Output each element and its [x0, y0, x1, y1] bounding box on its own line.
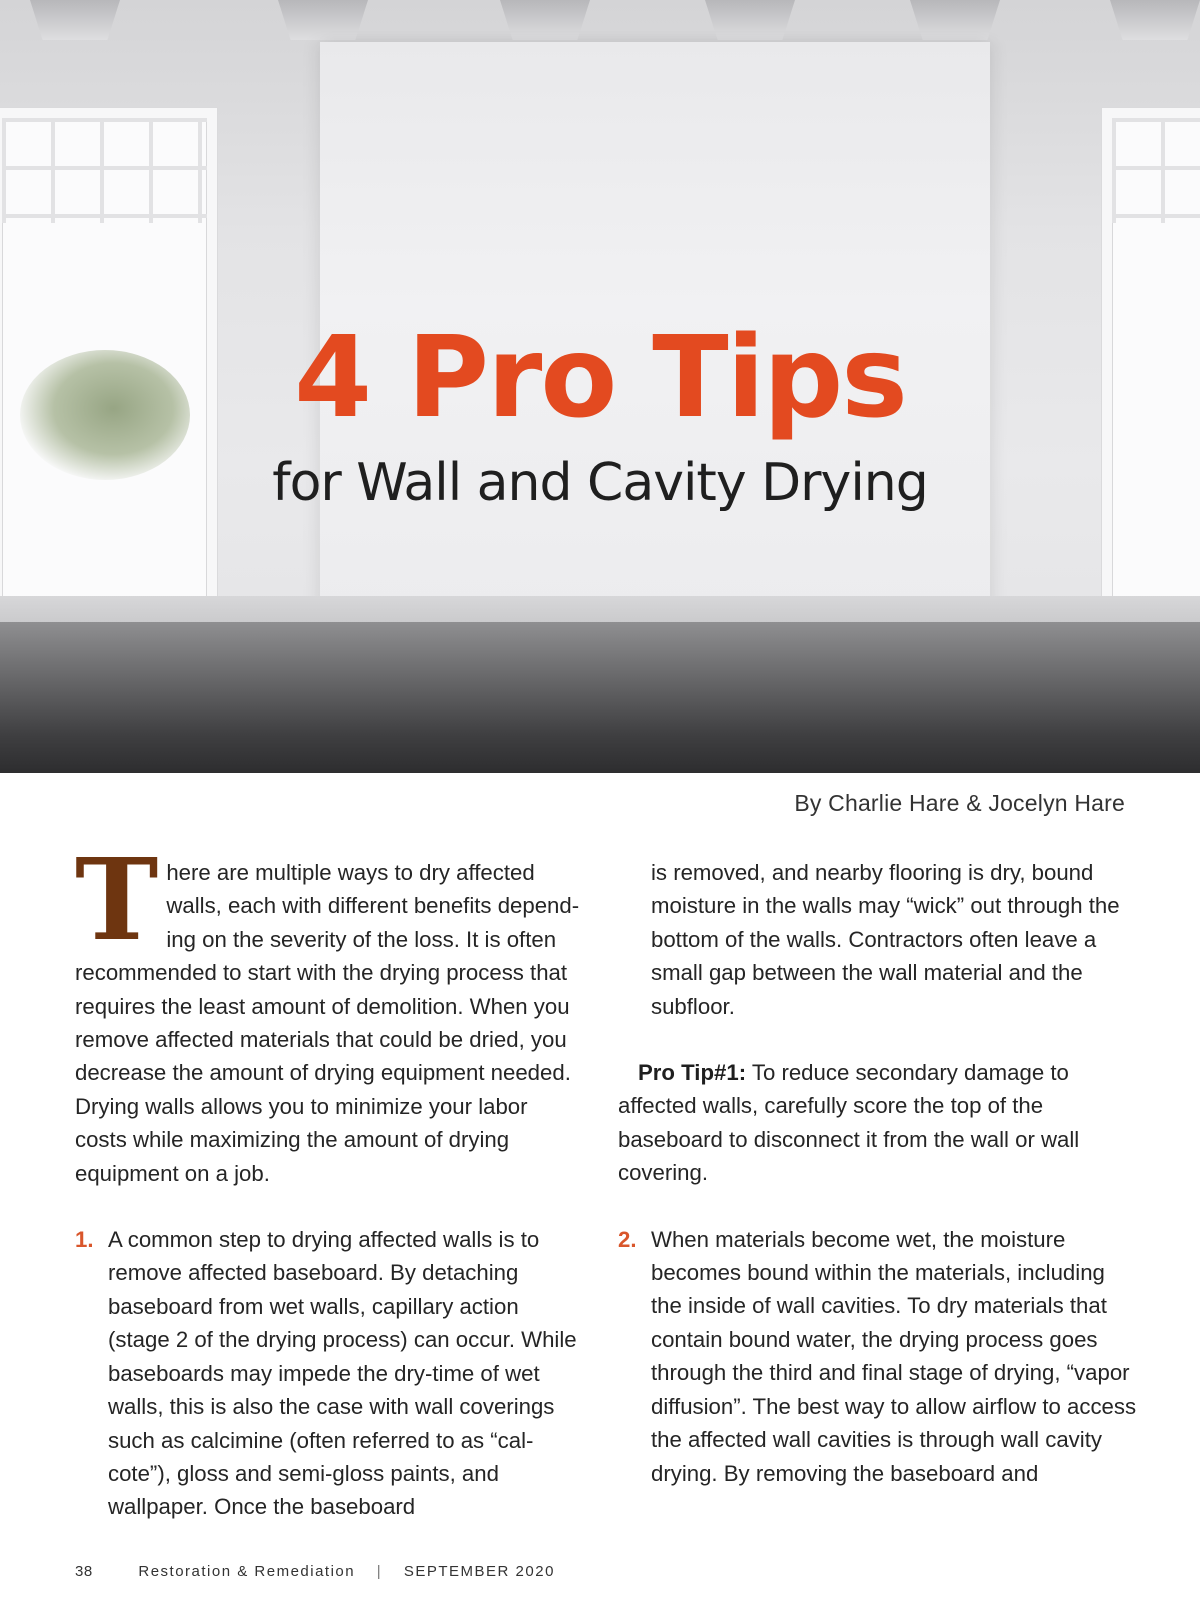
hero-banner — [0, 0, 1200, 773]
page-number: 38 — [75, 1563, 93, 1580]
pro-tip-1 — [618, 1056, 1138, 1190]
tip-number: 1. — [75, 1227, 94, 1253]
ceiling-beam — [30, 0, 120, 40]
tip-1-continuation: is removed, and nearby flooring is dry, bound moisture in the walls may “wick” out through the bottom of the walls. Contractors often leave a small gap between the wall material and the subfloor. — [651, 860, 1120, 1019]
intro-text: here are multiple ways to dry affected walls, each with different benefits depend-ing on the severity of the loss. It is often recommended to start with the drying process that requires the least amount of demolition. When you remove affected materials that could be dried, you decrease the amount of drying equipment needed. Drying walls allows you to minimize your labor costs while maximizing the amount of drying equipment on a job. — [75, 860, 580, 1186]
ceiling-beam — [500, 0, 590, 40]
tip-text: When materials become wet, the moisture becomes bound within the materials, including the inside of wall cavities. To dry materials that contain bound water, the drying process goes through the third and final stage of drying, “vapor diffusion”. The best way to allow airflow to access the affected wall cavities is through wall cavity drying. By removing the baseboard and — [651, 1226, 1137, 1486]
pro-tip-text: To reduce secondary damage to affected walls, carefully score the top of the baseboard to disconnect it from the wall or wall covering. — [618, 1060, 1080, 1186]
tip-number: 2. — [618, 1226, 637, 1252]
tip-item-2 — [618, 1223, 1138, 1490]
footer-separator: | — [376, 1563, 383, 1580]
page-subtitle: for Wall and Cavity Drying — [272, 453, 928, 513]
drop-cap: T — [75, 835, 159, 966]
ceiling-beam — [705, 0, 795, 40]
page-title: 4 Pro Tips — [294, 313, 906, 443]
publication-name: Restoration & Remediation — [138, 1563, 356, 1580]
ceiling-beam — [278, 0, 368, 40]
ceiling-beam — [910, 0, 1000, 40]
tip-item-1 — [75, 1223, 581, 1524]
tip-text: A common step to drying affected walls is to remove affected baseboard. By detaching baseboard from wet walls, capillary action (stage 2 of the drying process) can occur. While baseboards may impede the dry-time of wet walls, this is also the case with wall coverings such as calcimine (often referred to as “cal-cote”), gloss and semi-gloss paints, and wallpaper. Once the baseboard — [108, 1227, 577, 1520]
article-column-left — [75, 835, 581, 1524]
article-column-right — [618, 856, 1138, 1490]
pro-tip-label: Pro Tip#1: — [638, 1060, 747, 1086]
intro-paragraph — [75, 835, 581, 1190]
page-footer — [75, 1563, 555, 1580]
byline: By Charlie Hare & Jocelyn Hare — [794, 790, 1125, 816]
concrete-floor — [0, 622, 1200, 773]
issue-date: SEPTEMBER 2020 — [403, 1563, 555, 1580]
ceiling-beam — [1110, 0, 1200, 40]
